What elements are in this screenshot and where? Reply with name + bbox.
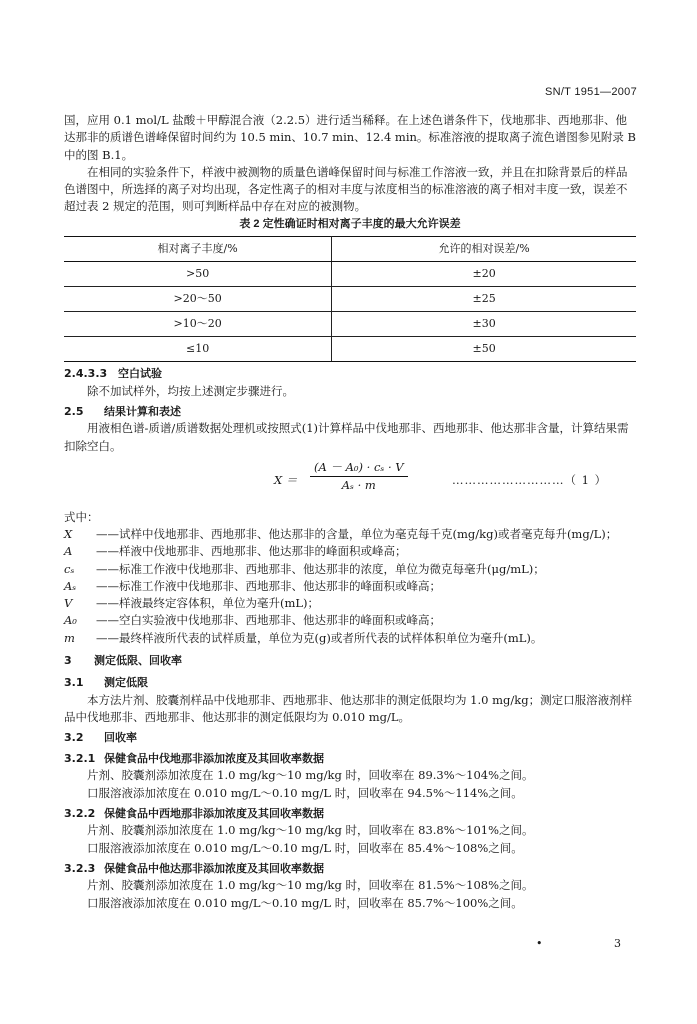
table-2-title: 表 2 定性确证时相对离子丰度的最大允许误差 — [239, 217, 461, 230]
formula-1 — [64, 459, 636, 505]
section-title: 保健食品中他达那非添加浓度及其回收率数据 — [104, 861, 324, 875]
table-row — [64, 287, 636, 312]
table-cell: ±25 — [332, 287, 636, 312]
recovery-line: 口服溶液添加浓度在 0.010 mg/L～0.10 mg/L 时，回收率在 94.5%～114%之间。 — [87, 785, 523, 800]
section-heading — [64, 751, 636, 768]
table-cell: ±30 — [332, 312, 636, 337]
table-cell: >10～20 — [64, 312, 332, 337]
variable-definition — [64, 595, 636, 612]
section-title: 空白试验 — [118, 367, 162, 380]
table-row — [64, 262, 636, 287]
section-title: 回收率 — [104, 731, 137, 745]
variable-definition — [64, 578, 636, 595]
formula-number: ………………………（ 1 ） — [452, 472, 608, 487]
variable-description: ——样液最终定容体积，单位为毫升(mL)； — [96, 596, 320, 610]
section-number: 2.5 — [64, 404, 84, 418]
formula-denominator: Aₛ · m — [341, 478, 376, 492]
section-title: 测定低限 — [104, 676, 148, 690]
variable-definitions — [64, 509, 636, 647]
section-number: 3.1 — [64, 676, 84, 690]
variable-symbol: V — [64, 596, 73, 610]
table-cell: ≤10 — [64, 337, 332, 362]
recovery-line: 片剂、胶囊剂添加浓度在 1.0 mg/kg～10 mg/kg 时，回收率在 83.8%～101%之间。 — [87, 823, 534, 838]
section-title: 结果计算和表述 — [104, 404, 181, 418]
where-label: 式中： — [64, 509, 99, 524]
section-number: 3 — [64, 653, 72, 667]
recovery-line: 片剂、胶囊剂添加浓度在 1.0 mg/kg～10 mg/kg 时，回收率在 81.5%～108%之间。 — [87, 878, 534, 893]
footer-dot: • — [536, 937, 543, 950]
section-heading — [64, 675, 636, 692]
recovery-line: 片剂、胶囊剂添加浓度在 1.0 mg/kg～10 mg/kg 时，回收率在 89.3%～104%之间。 — [87, 768, 534, 783]
table-cell: >20～50 — [64, 287, 332, 312]
recovery-line: 口服溶液添加浓度在 0.010 mg/L～0.10 mg/L 时，回收率在 85.7%～100%之间。 — [87, 895, 523, 910]
variable-description: ——空白实验液中伐地那非、西地那非、他达那非的峰面积或峰高； — [96, 613, 441, 628]
variable-definition — [64, 543, 636, 560]
variable-symbol: m — [64, 630, 75, 645]
paragraph-detection-limit: 本方法片剂、胶囊剂样品中伐地那非、西地那非、他达那非的测定低限均为 1.0 mg/kg；测定口服溶液剂样品中伐地那非、西地那非、他达那非的测定低限均为 0.010 mg/L。 — [64, 692, 633, 724]
table-row — [64, 312, 636, 337]
table-cell: >50 — [64, 262, 332, 287]
paragraph-blank-test: 除不加试样外，均按上述测定步骤进行。 — [87, 383, 294, 398]
variable-definition — [64, 526, 636, 543]
variable-description: ——试样中伐地那非、西地那非、他达那非的含量，单位为毫克每千克(mg/kg)或者毫克每升(mg/L)； — [96, 527, 618, 541]
paragraph-identification: 在相同的实验条件下，样液中被测物的质量色谱峰保留时间与标准工作溶液一致，并且在扣除背景后的样品色谱图中，所选择的离子对均出现，各定性离子的相对丰度与浓度相当的标准溶液的离子相对丰度一致，误差不超过表 2 规定的范围，则可判断样品中存在对应的被测物。 — [64, 164, 628, 214]
section-heading — [64, 861, 636, 878]
variable-description: ——标准工作液中伐地那非、西地那非、他达那非的峰面积或峰高； — [96, 578, 441, 593]
section-heading — [64, 404, 636, 421]
page-number: 3 — [614, 937, 621, 950]
section-title: 保健食品中伐地那非添加浓度及其回收率数据 — [104, 751, 324, 765]
section-number: 3.2.2 — [64, 806, 96, 820]
section-title: 测定低限、回收率 — [94, 653, 182, 667]
section-number: 2.4.3.3 — [64, 367, 108, 380]
section-heading — [64, 806, 636, 823]
paragraph-calculation: 用液相色谱-质谱/质谱数据处理机或按照式(1)计算样品中伐地那非、西地那非、他达那非含量，计算结果需扣除空白。 — [64, 421, 629, 453]
section-heading — [64, 366, 636, 383]
formula-numerator: (A － A₀) · cₛ · V — [310, 459, 408, 477]
table-header-cell: 允许的相对误差/% — [332, 237, 636, 262]
paragraph-continuation: 国，应用 0.1 mol/L 盐酸＋甲醇混合液（2.2.5）进行适当稀释。在上述色谱条件下，伐地那非、西地那非、他达那非的质谱色谱峰保留时间约为 10.5 min、10.7 min、12.4 min。标准溶液的提取离子流色谱图参见附录 B 中的图 B.1。 — [64, 113, 637, 162]
variable-description: ——最终样液所代表的试样质量，单位为克(g)或者所代表的试样体积单位为毫升(mL)。 — [96, 630, 543, 645]
variable-symbol: cₛ — [64, 561, 75, 576]
table-row — [64, 337, 636, 362]
table-header-cell: 相对离子丰度/% — [64, 237, 332, 262]
table-cell: ±50 — [332, 337, 636, 362]
document-code: SN/T 1951—2007 — [544, 86, 637, 98]
recovery-line: 口服溶液添加浓度在 0.010 mg/L～0.10 mg/L 时，回收率在 85.4%～108%之间。 — [87, 840, 523, 855]
formula-fraction — [310, 459, 408, 495]
variable-definition — [64, 612, 636, 629]
formula-lhs: X ＝ — [274, 472, 298, 487]
variable-definition — [64, 561, 636, 578]
variable-symbol: A — [64, 544, 73, 559]
variable-definition — [64, 630, 636, 647]
section-title: 保健食品中西地那非添加浓度及其回收率数据 — [104, 806, 324, 820]
tolerance-table — [64, 236, 636, 362]
table-header-row — [64, 237, 636, 262]
variable-symbol: X — [64, 527, 73, 541]
variable-description: ——标准工作液中伐地那非、西地那非、他达那非的浓度，单位为微克每毫升(μg/mL)； — [96, 561, 545, 576]
section-heading — [64, 730, 636, 747]
section-number: 3.2.3 — [64, 861, 96, 875]
section-number: 3.2.1 — [64, 751, 96, 765]
variable-symbol: A₀ — [64, 613, 77, 628]
variable-symbol: Aₛ — [64, 578, 77, 593]
section-heading — [64, 653, 636, 670]
page-content — [64, 112, 636, 912]
variable-description: ——样液中伐地那非、西地那非、他达那非的峰面积或峰高； — [96, 544, 407, 559]
table-cell: ±20 — [332, 262, 636, 287]
section-number: 3.2 — [64, 731, 84, 745]
